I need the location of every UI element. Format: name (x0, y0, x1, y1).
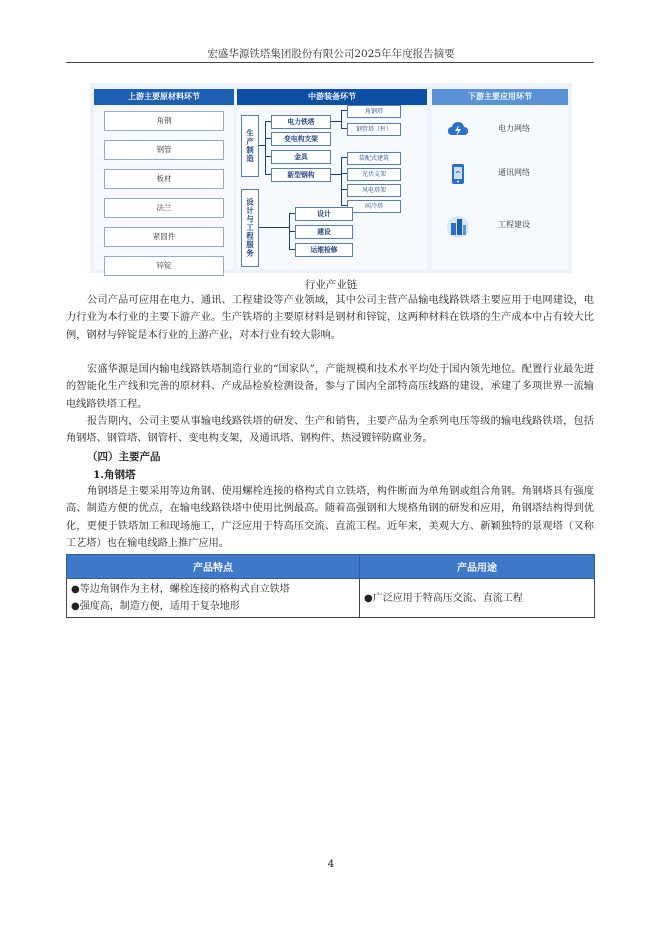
phone-icon (446, 162, 470, 186)
paragraph-text: 角钢塔是主要采用等边角钢、使用螺栓连接的格构式自立铁塔，构件断面为单角钢或组合角钢。角钢塔具有强度高、制造方便的优点，在输电线路铁塔中使用比例最高。随着高强钢和大规格角钢的研发和应用，角钢塔结构得到优化，更便于铁塔加工和现场施工，广泛应用于特高压交流、直流工程。近年来，美观大方、新颖独特的景观塔（又称工艺塔）也在输电线路上推广应用。 (66, 486, 594, 550)
page-number: 4 (327, 858, 335, 870)
upstream-header: 上游主要原材料环节 (94, 89, 234, 105)
section-heading: （四）主要产品 (87, 451, 161, 463)
paragraph-text: 公司产品可应用在电力、通讯、工程建设等产业领域，其中公司主营产品输电线路铁塔主要应用于电网建设，电力行业为本行业的主要下游产业。生产铁塔的主要原材料是钢材和锌锭，这两种材料在铁塔的生产成本中占有较大比例，钢材与锌锭是本行业的上游产业，对本行业有较大影响。 (66, 295, 594, 341)
upstream-panel (94, 107, 234, 269)
feature-line: ●强度高，制造方便，适用于复杂地形 (71, 601, 240, 612)
tower-type-item: 钢管塔（杆） (347, 123, 401, 136)
connector (331, 121, 341, 122)
industry-chain-diagram (90, 83, 572, 273)
table-header: 产品特点 (67, 555, 360, 579)
header-divider (66, 62, 594, 63)
page-header: 宏盛华源铁塔集团股份有限公司2025年年度报告摘要 (207, 48, 455, 60)
connector (331, 174, 341, 175)
table-header: 产品用途 (360, 555, 595, 579)
steel-type-item: 间冷塔 (347, 200, 401, 213)
material-item: 法兰 (104, 198, 224, 218)
paragraph-text: 报告期内，公司主要从事输电线路铁塔的研发、生产和销售，主要产品为全系列电压等级的输电线路铁塔，包括角钢塔、钢管塔、钢管杆、变电构支架，及通讯塔、钢构件、热浸镀锌防腐业务。 (66, 416, 594, 445)
material-item: 紧固件 (104, 227, 224, 247)
steel-type-item: 风电塔架 (347, 184, 401, 197)
material-item: 锌锭 (104, 256, 224, 276)
table-row (67, 579, 595, 618)
power-grid-icon (446, 118, 470, 142)
application-item (442, 159, 560, 189)
midstream-panel (237, 107, 427, 269)
table-header-row (67, 555, 595, 579)
downstream-panel (432, 107, 568, 269)
connector (341, 157, 342, 205)
material-item: 角钢 (104, 111, 224, 131)
connector (341, 110, 342, 128)
paragraph (66, 361, 594, 413)
product-item: 金具 (271, 150, 331, 164)
figure-caption: 行业产业链 (304, 279, 358, 291)
steel-type-item: 光伏支架 (347, 168, 401, 181)
product-item: 新型钢构 (271, 168, 331, 182)
table-cell-usage: ●广泛应用于特高压交流、直流工程 (360, 579, 595, 618)
application-label: 工程建设 (498, 220, 530, 229)
service-item: 建设 (295, 225, 353, 239)
material-item: 板材 (104, 169, 224, 189)
application-label: 电力网络 (498, 124, 530, 133)
table-cell-features (67, 579, 360, 618)
paragraph (66, 483, 594, 553)
application-item (442, 115, 560, 145)
service-item: 设计 (295, 207, 353, 221)
subsection-heading: 1.角钢塔 (93, 469, 136, 481)
material-item: 钢管 (104, 140, 224, 160)
paragraph-text: 宏盛华源是国内输电线路铁塔制造行业的“国家队”，产能规模和技术水平均处于国内领先地位。配置行业最先进的智能化生产线和完善的原材料、产成品检验检测设备，参与了国内全部特高压线路的建设，承建了多项世界一流输电线路铁塔工程。 (66, 364, 594, 410)
service-item: 运维检修 (295, 243, 353, 257)
product-item: 电力铁塔 (271, 115, 331, 129)
connector (265, 121, 266, 175)
paragraph (66, 413, 594, 448)
connector (259, 227, 289, 228)
production-group-label: 生产制造 (241, 115, 259, 177)
building-icon (446, 214, 470, 238)
feature-line: ●等边角钢作为主材，螺栓连接的格构式自立铁塔 (71, 584, 290, 595)
downstream-header: 下游主要应用环节 (432, 89, 568, 105)
application-item (442, 211, 560, 241)
application-label: 通讯网络 (498, 168, 530, 177)
steel-type-item: 装配式建筑 (347, 152, 401, 165)
product-table (66, 554, 595, 618)
paragraph (66, 292, 594, 344)
midstream-header: 中游装备环节 (237, 89, 427, 105)
product-item: 变电构支架 (271, 132, 331, 146)
tower-type-item: 角钢塔 (347, 105, 401, 118)
services-group-label: 设计与工程服务 (241, 189, 259, 267)
